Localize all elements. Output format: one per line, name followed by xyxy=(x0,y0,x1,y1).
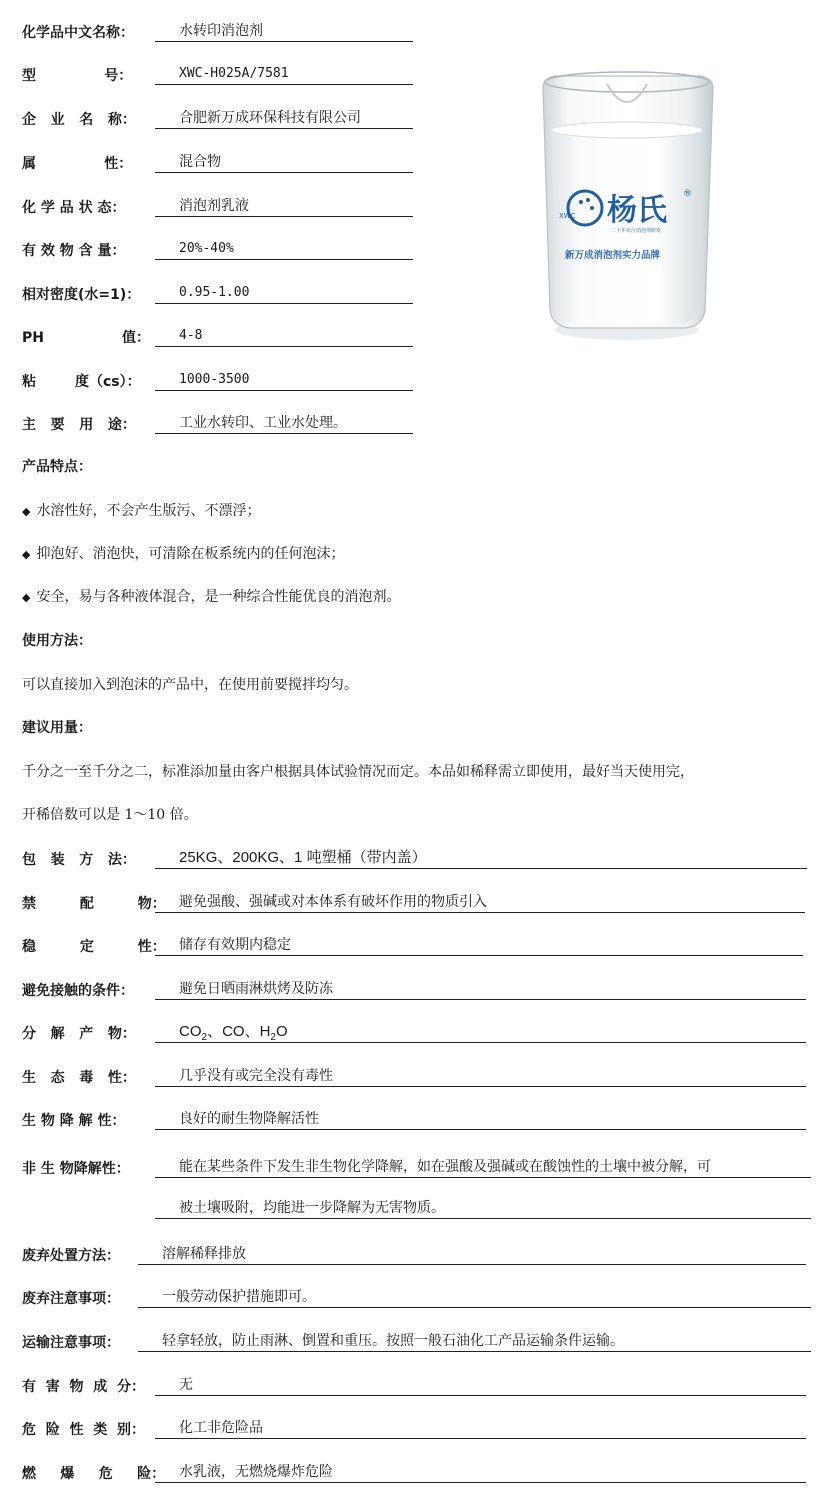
field-label: 避免接触的条件： xyxy=(22,983,134,999)
registered-mark: ® xyxy=(683,189,692,199)
slogan-small: 二十年专注消泡剂研发 xyxy=(611,228,662,234)
feature-text: 抑泡好、消泡快，可清除在板系统内的任何泡沫； xyxy=(36,546,345,562)
field-value: 合肥新万成环保科技有限公司 xyxy=(155,107,413,129)
field-label: 禁 配 物： xyxy=(22,896,166,912)
field-value: 溶解稀释排放 xyxy=(138,1243,806,1265)
field-value: 混合物 xyxy=(155,151,413,173)
field-density xyxy=(22,280,140,304)
field-ph xyxy=(22,323,150,347)
logo-badge: XWC xyxy=(559,212,576,220)
field-label: 燃 爆 危 险： xyxy=(22,1466,166,1482)
field-company xyxy=(22,105,136,129)
field-label: 分 解 产 物： xyxy=(22,1026,136,1042)
field-value: 水乳液，无燃烧爆炸危险 xyxy=(155,1461,806,1483)
dosage-title: 建议用量： xyxy=(22,720,92,736)
field-value: XWC-H025A/7581 xyxy=(155,63,413,85)
field-label: 废弃处置方法： xyxy=(22,1248,120,1264)
field-explosion-hazard xyxy=(22,1459,165,1483)
field-label: 有 效 物 含 量： xyxy=(22,243,126,259)
field-label: PH 值： xyxy=(22,330,150,346)
field-value: 避免强酸、强碱或对本体系有破坏作用的物质引入 xyxy=(155,891,805,913)
features-title: 产品特点： xyxy=(22,459,92,475)
usage-title: 使用方法： xyxy=(22,633,92,649)
field-transport-notes xyxy=(22,1328,120,1352)
field-value-continued: 被土壤吸附，均能进一步降解为无害物质。 xyxy=(155,1197,811,1219)
field-label: 稳 定 性： xyxy=(22,939,166,955)
field-label: 相对密度(水=1)： xyxy=(22,287,141,303)
field-incompatible xyxy=(22,889,166,913)
feature-text: 水溶性好，不会产生版污、不漂浮； xyxy=(36,503,261,519)
field-value: 几乎没有或完全没有毒性 xyxy=(155,1065,806,1087)
field-eco-toxicity xyxy=(22,1063,136,1087)
field-label: 型 号： xyxy=(22,68,133,84)
field-avoid-conditions xyxy=(22,976,134,1000)
dosage-text-line2: 开稀倍数可以是 1～10 倍。 xyxy=(22,807,198,823)
feature-text: 安全，易与各种液体混合，是一种综合性能优良的消泡剂。 xyxy=(36,589,401,605)
field-state xyxy=(22,193,126,217)
field-value: 0.95-1.00 xyxy=(155,282,413,304)
brand-name: 杨氏 xyxy=(607,193,667,228)
field-value: 无 xyxy=(155,1374,806,1396)
field-value: 一般劳动保护措施即可。 xyxy=(138,1286,811,1308)
field-value: 储存有效期内稳定 xyxy=(155,934,803,956)
product-beaker-image xyxy=(535,60,720,350)
field-chemical-name xyxy=(22,18,134,42)
field-label: 包 装 方 法： xyxy=(22,852,136,868)
field-label: 主 要 用 途： xyxy=(22,417,136,433)
field-value: 能在某些条件下发生非生物化学降解，如在强酸及强碱或在酸蚀性的土壤中被分解，可 xyxy=(155,1156,811,1178)
field-value: 避免日晒雨淋烘烤及防冻 xyxy=(155,978,806,1000)
feature-item xyxy=(22,586,400,606)
field-value: 25KG、200KG、1 吨塑桶（带内盖） xyxy=(155,847,807,869)
field-biodegradability xyxy=(22,1106,126,1130)
field-label: 有 害 物 成 分： xyxy=(22,1379,145,1395)
field-value: 化工非危险品 xyxy=(155,1417,806,1439)
field-label: 非 生 物降解性： xyxy=(22,1161,130,1177)
field-decomposition xyxy=(22,1019,136,1043)
field-usage xyxy=(22,410,136,434)
diamond-bullet-icon: ◆ xyxy=(22,548,31,561)
field-label: 企 业 名 称： xyxy=(22,112,136,128)
slogan: 新万成消泡剂实力品牌 xyxy=(565,250,661,261)
field-value: 轻拿轻放，防止雨淋、倒置和重压。按照一般石油化工产品运输条件运输。 xyxy=(138,1330,811,1352)
feature-item xyxy=(22,543,344,563)
field-disposal-notes xyxy=(22,1284,120,1308)
field-label: 粘 度（cs）： xyxy=(22,374,141,390)
dosage-text-line1: 千分之一至千分之二，标准添加量由客户根据具体试验情况而定。本品如稀释需立即使用，最好当天使用完， xyxy=(22,764,694,780)
diamond-bullet-icon: ◆ xyxy=(22,505,31,518)
field-hazard-category xyxy=(22,1415,145,1439)
field-value: $CO_2$、CO、$H_2O$ xyxy=(155,1021,806,1043)
field-label: 运输注意事项： xyxy=(22,1335,120,1351)
field-label: 属 性： xyxy=(22,156,133,172)
field-value: 4-8 xyxy=(155,325,413,347)
field-label: 生 物 降 解 性： xyxy=(22,1113,126,1129)
field-content xyxy=(22,236,126,260)
field-label: 废弃注意事项： xyxy=(22,1291,120,1307)
field-value: 工业水转印、工业水处理。 xyxy=(155,412,413,434)
field-packaging xyxy=(22,845,136,869)
field-value: 水转印消泡剂 xyxy=(155,20,413,42)
field-value: 1000-3500 xyxy=(155,369,413,391)
field-label: 生 态 毒 性： xyxy=(22,1070,136,1086)
field-hazardous-components xyxy=(22,1372,145,1396)
field-disposal-method xyxy=(22,1241,120,1265)
field-viscosity xyxy=(22,367,141,391)
field-abiotic-degradation xyxy=(22,1154,130,1178)
field-label: 危 险 性 类 别： xyxy=(22,1422,145,1438)
diamond-bullet-icon: ◆ xyxy=(22,591,31,604)
field-label: 化学品中文名称： xyxy=(22,25,134,41)
field-stability xyxy=(22,932,166,956)
field-property xyxy=(22,149,132,173)
field-model xyxy=(22,61,132,85)
field-value: 消泡剂乳液 xyxy=(155,195,413,217)
field-label: 化 学 品 状 态： xyxy=(22,200,126,216)
usage-text: 可以直接加入到泡沫的产品中，在使用前要搅拌均匀。 xyxy=(22,677,358,693)
feature-item xyxy=(22,500,260,520)
field-value: 20%-40% xyxy=(155,238,413,260)
field-value: 良好的耐生物降解活性 xyxy=(155,1108,806,1130)
